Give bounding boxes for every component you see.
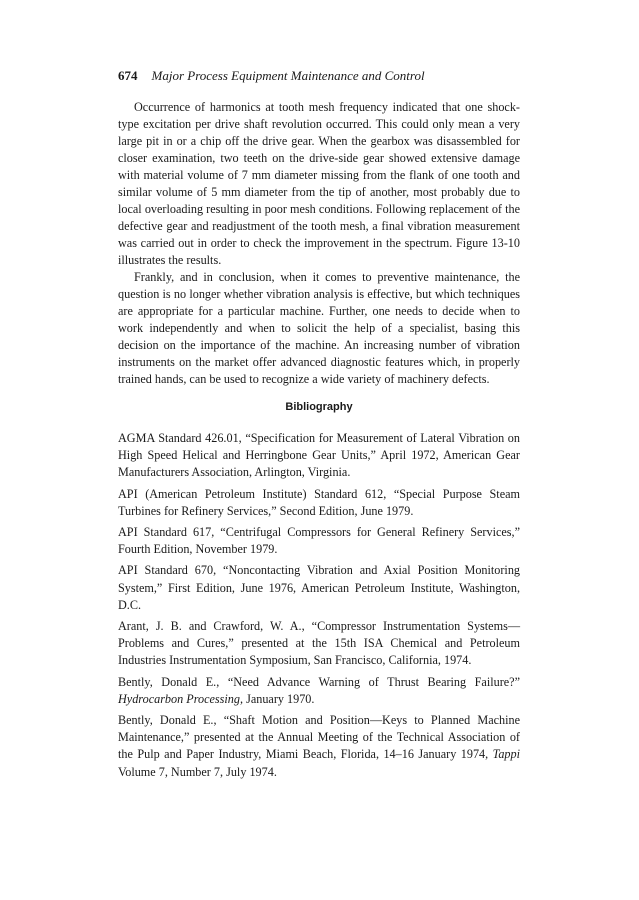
journal-title: Hydrocarbon Processing,: [118, 691, 244, 706]
body-text: [118, 99, 520, 388]
bibliography-entry: [118, 674, 520, 708]
bibliography-list: [118, 430, 520, 785]
bibliography-entry: API Standard 617, “Centrifugal Compressors for General Refinery Services,” Fourth Edition, November 1979.: [118, 525, 520, 557]
citation-text: Bently, Donald E., “Shaft Motion and Position—Keys to Planned Machine Maintenance,” presented at the Annual Meeting of the Technical Association of the Pulp and Paper Industry, Miami Beach, Florida, 14–16 January 1974,: [118, 713, 520, 762]
bibliography-entry: API Standard 670, “Noncontacting Vibration and Axial Position Monitoring System,” First Edition, June 1976, American Petroleum Institute, Washington, D.C.: [118, 563, 520, 612]
bibliography-entry: Arant, J. B. and Crawford, W. A., “Compressor Instrumentation Systems—Problems and Cures,” presented at the 15th ISA Chemical and Petroleum Industries Instrumentation Symposium, San Francisco, California, 1974.: [118, 619, 520, 668]
bibliography-entry: API (American Petroleum Institute) Standard 612, “Special Purpose Steam Turbines for Refinery Services,” Second Edition, June 1979.: [118, 486, 520, 518]
citation-text: Bently, Donald E., “Need Advance Warning of Thrust Bearing Failure?”: [118, 674, 520, 689]
bibliography-entry: [118, 712, 520, 781]
page-number: 674: [118, 68, 138, 83]
paragraph: Frankly, and in conclusion, when it comes to preventive maintenance, the question is no longer whether vibration analysis is effective, but which techniques are appropriate for a particular machine. Further, one needs to decide when to work independently and when to solicit the help of a specialist, basing this decision on the importance of the machine. An increasing number of vibration instruments on the market offer advanced diagnostic features which, in properly trained hands, can be used to recognize a wide variety of machinery defects.: [118, 270, 520, 386]
running-title: Major Process Equipment Maintenance and Control: [151, 68, 425, 83]
running-header: [118, 68, 425, 84]
citation-text: January 1970.: [243, 691, 315, 706]
citation-text: Volume 7, Number 7, July 1974.: [118, 764, 277, 779]
paragraph: Occurrence of harmonics at tooth mesh frequency indicated that one shock-type excitation per drive shaft revolution occurred. This could only mean a very large pit in or a chip off the drive gear. When the gearbox was disassembled for closer examination, two teeth on the drive-side gear showed extensive damage with material volume of 7 mm diameter missing from the flank of one tooth and similar volume of 5 mm diameter from the tip of another, most probably due to local overloading resulting in poor mesh conditions. Following replacement of the defective gear and readjustment of the tooth mesh, a final vibration measurement was carried out in order to check the improvement in the spectrum. Figure 13-10 illustrates the results.: [118, 100, 520, 267]
bibliography-heading: Bibliography: [285, 401, 353, 413]
journal-title: Tappi: [492, 747, 520, 762]
bibliography-entry: AGMA Standard 426.01, “Specification for Measurement of Lateral Vibration on High Speed Helical and Herringbone Gear Units,” April 1972, American Gear Manufacturers Association, Arlington, Virginia.: [118, 431, 520, 480]
